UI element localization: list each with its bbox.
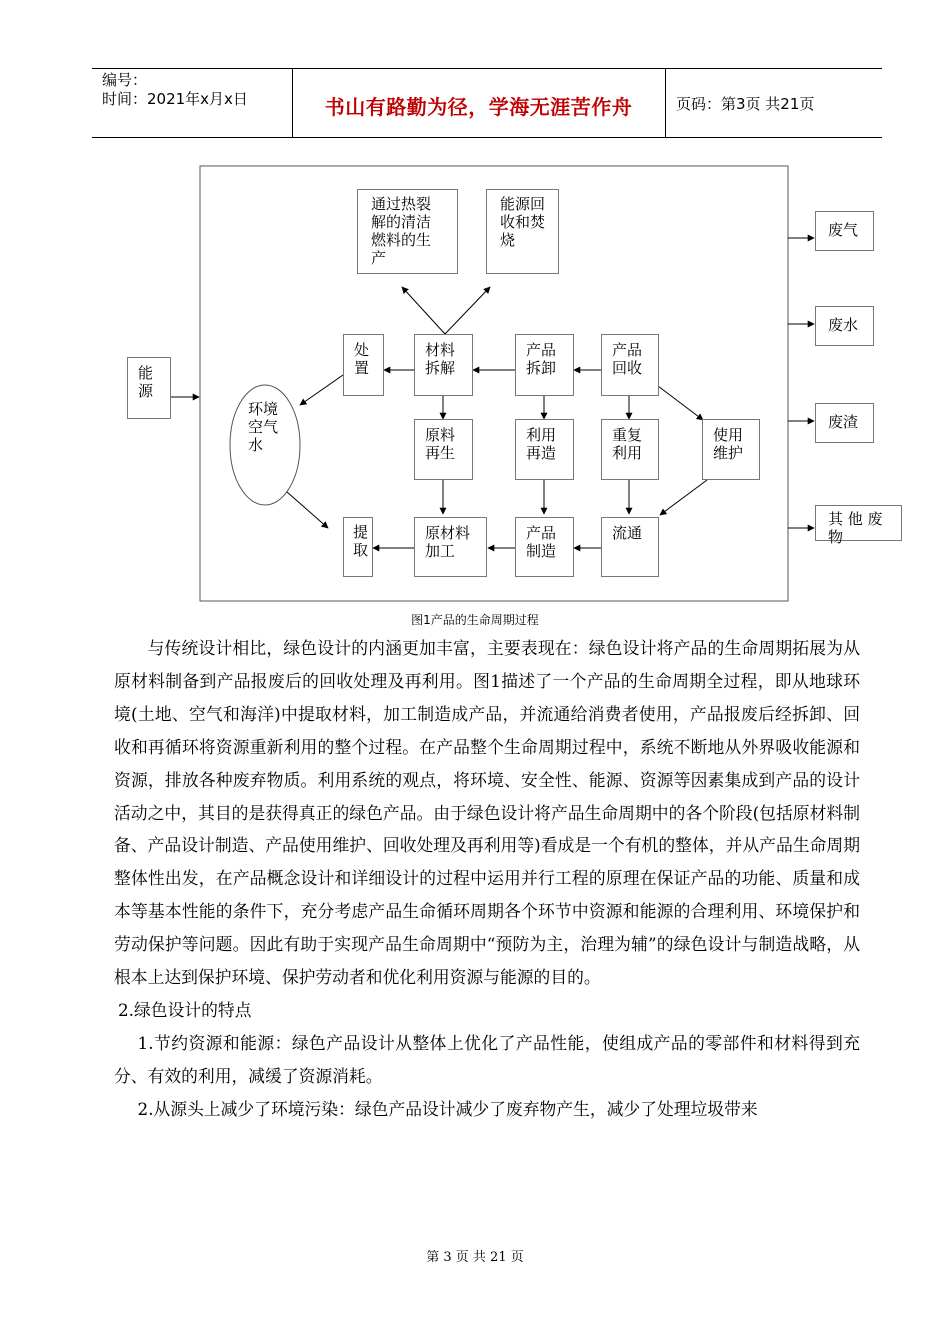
waste-gas-node: [815, 211, 874, 251]
list-item: 2.从源头上减少了环境污染：绿色产品设计减少了废弃物产生，减少了处理垃圾带来: [137, 1098, 758, 1119]
material-regeneration-label: 原料 再生: [425, 426, 456, 462]
use-maintain-label: 使用 维护: [713, 426, 744, 462]
page-footer: 第 3 页 共 21 页: [426, 1250, 524, 1265]
material-regeneration-node: [414, 419, 473, 480]
material-disassembly-label: 材料 拆解: [425, 341, 456, 377]
product-dismantle-label: 产品 拆卸: [526, 341, 557, 377]
energy-recovery-node: [486, 189, 559, 274]
reuse-remake-node: [515, 419, 574, 480]
list-item: 1.节约资源和能源：绿色产品设计从整体上优化了产品性能，使组成产品的零部件和材料得到充分、有效的利用，减缓了资源消耗。: [114, 1032, 860, 1086]
waste-water-label: 废水: [828, 316, 859, 334]
environment-node: [238, 394, 292, 464]
arrow-recycle-use: [658, 386, 703, 420]
other-waste-node: [815, 505, 902, 546]
other-waste-label: 其 他 废 物: [828, 510, 883, 546]
waste-water-node: [815, 306, 874, 346]
section-heading: 2.绿色设计的特点: [118, 999, 252, 1020]
product-manufacture-label: 产品 制造: [526, 524, 557, 560]
extract-node: [343, 517, 373, 577]
document-number-label: 编号：: [102, 71, 148, 89]
repeat-use-node: [601, 419, 659, 480]
document-time-label: 时间：2021年x月x日: [102, 90, 248, 108]
raw-material-processing-node: [414, 517, 487, 577]
energy-recovery-label: 能源回 收和焚 烧: [500, 195, 546, 249]
arrow-use-circulation: [660, 480, 707, 515]
cracking-fuel-node: [357, 189, 458, 274]
extract-label: 提 取: [353, 523, 369, 559]
lifecycle-diagram: [0, 0, 950, 640]
raw-material-processing-label: 原材料 加工: [425, 524, 471, 560]
circulation-node: [601, 517, 659, 577]
waste-gas-label: 废气: [828, 221, 859, 239]
product-recycle-label: 产品 回收: [612, 341, 643, 377]
material-disassembly-node: [414, 334, 473, 396]
reuse-remake-label: 利用 再造: [526, 426, 557, 462]
product-manufacture-node: [515, 517, 574, 577]
repeat-use-label: 重复 利用: [612, 426, 643, 462]
paragraph: 与传统设计相比，绿色设计的内涵更加丰富，主要表现在：绿色设计将产品的生命周期拓展为从原材料制备到产品报废后的回收处理及再利用。图1描述了一个产品的生命周期全过程，即从地球环境(土地、空气和海洋)中提取材料，加工制造成产品，并流通给消费者使用，产品报废后经拆卸、回收和再循环将资源重新利用的整个过程。在产品整个生命周期过程中，系统不断地从外界吸收能源和资源，排放各种废弃物质。利用系统的观点，将环境、安全性、能源、资源等因素集成到产品的设计活动之中，其目的是获得真正的绿色产品。由于绿色设计将产品生命周期中的各个阶段(包括原材料制备、产品设计制造、产品使用维护、回收处理及再利用等)看成是一个有机的整体，并从产品生命周期整体性出发，在产品概念设计和详细设计的过程中运用并行工程的原理在保证产品的功能、质量和成本等基本性能的条件下，充分考虑产品生命循环周期各个环节中资源和能源的合理利用、环境保护和劳动保护等问题。因此有助于实现产品生命周期中“预防为主，治理为辅”的绿色设计与制造战略，从根本上达到保护环境、保护劳动者和优化利用资源与能源的目的。: [114, 638, 860, 988]
product-recycle-node: [601, 334, 659, 396]
energy-node: [127, 357, 171, 419]
arrow-disassembly-recovery: [445, 287, 490, 334]
dispose-node: [343, 334, 384, 396]
environment-label: 环境 空气 水: [248, 400, 279, 454]
energy-label: 能 源: [138, 364, 154, 400]
circulation-label: 流通: [612, 524, 643, 542]
figure-caption: 图1产品的生命周期过程: [411, 613, 539, 627]
arrow-disassembly-cracking: [402, 287, 445, 334]
arrow-env-extract: [287, 492, 328, 528]
waste-residue-node: [815, 403, 874, 443]
arrow-dispose-env: [300, 375, 343, 405]
use-maintain-node: [702, 419, 760, 480]
waste-residue-label: 废渣: [828, 413, 859, 431]
header-page-info: 页码：第3页 共21页: [676, 95, 815, 113]
cracking-fuel-label: 通过热裂 解的清洁 燃料的生 产: [371, 195, 432, 267]
product-dismantle-node: [515, 334, 574, 396]
header-motto: 书山有路勤为径，学海无涯苦作舟: [324, 95, 633, 119]
body-text: [114, 632, 860, 1126]
dispose-label: 处 置: [354, 341, 370, 377]
